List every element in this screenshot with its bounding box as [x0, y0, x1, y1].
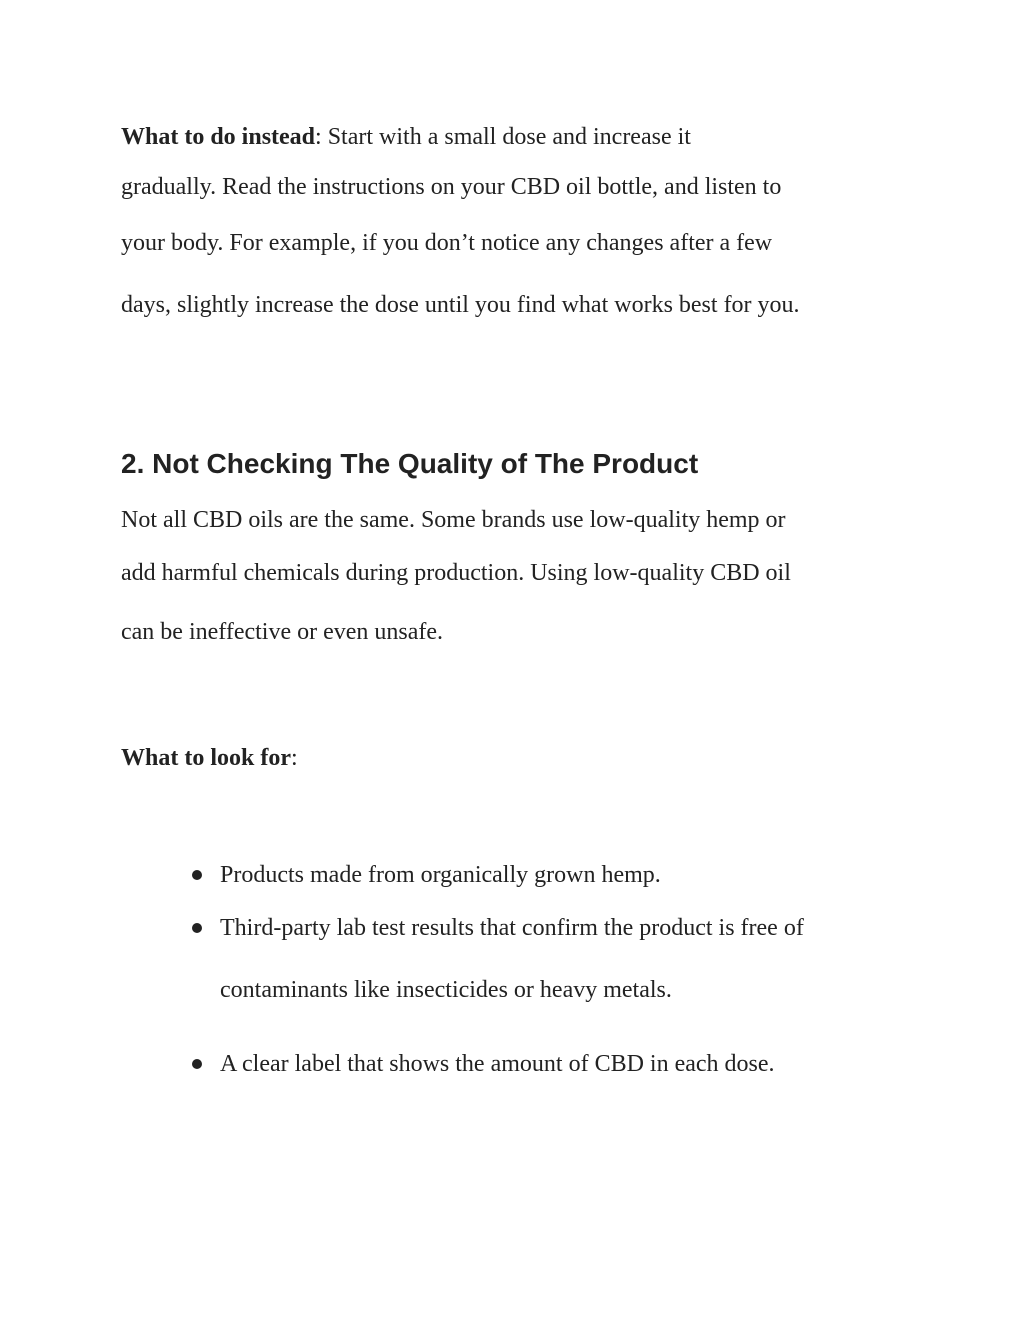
lead-label: What to do instead [121, 124, 316, 150]
list-item [187, 897, 907, 1021]
list-item-text: A clear label that shows the amount of CBD in each dose. [220, 1051, 775, 1077]
lead-label: What to look for [121, 745, 291, 771]
lead-colon: : [291, 745, 298, 771]
paragraph-text: Start with a small dose and increase it [321, 124, 691, 150]
bullet-icon [192, 870, 202, 880]
paragraph-quality [121, 495, 911, 663]
section-heading: 2. Not Checking The Quality of The Product [121, 448, 699, 479]
paragraph-line: gradually. Read the instructions on your CBD oil bottle, and listen to [121, 174, 782, 200]
paragraph-line [121, 106, 911, 168]
bullet-icon [192, 923, 202, 933]
paragraph-line: Not all CBD oils are the same. Some brands use low-quality hemp or [121, 507, 786, 533]
look-for-label-block [121, 727, 911, 789]
bullet-list [187, 844, 907, 1095]
bullet-icon [192, 1059, 202, 1069]
list-item-text: contaminants like insecticides or heavy metals. [220, 977, 672, 1003]
section-heading-block [121, 447, 911, 481]
paragraph-line: can be ineffective or even unsafe. [121, 619, 444, 645]
paragraph-line [121, 727, 911, 789]
paragraph-line: add harmful chemicals during production. Using low-quality CBD oil [121, 560, 791, 586]
paragraph-line: your body. For example, if you don’t notice any changes after a few [121, 230, 773, 256]
list-item-text: Products made from organically grown hemp. [220, 862, 661, 888]
list-item-text: Third-party lab test results that confirm the product is free of [220, 915, 804, 941]
paragraph-what-to-do-instead [121, 106, 911, 336]
paragraph-line: days, slightly increase the dose until you find what works best for you. [121, 292, 800, 318]
list-item [187, 1033, 907, 1095]
lead-colon: : [315, 124, 322, 150]
